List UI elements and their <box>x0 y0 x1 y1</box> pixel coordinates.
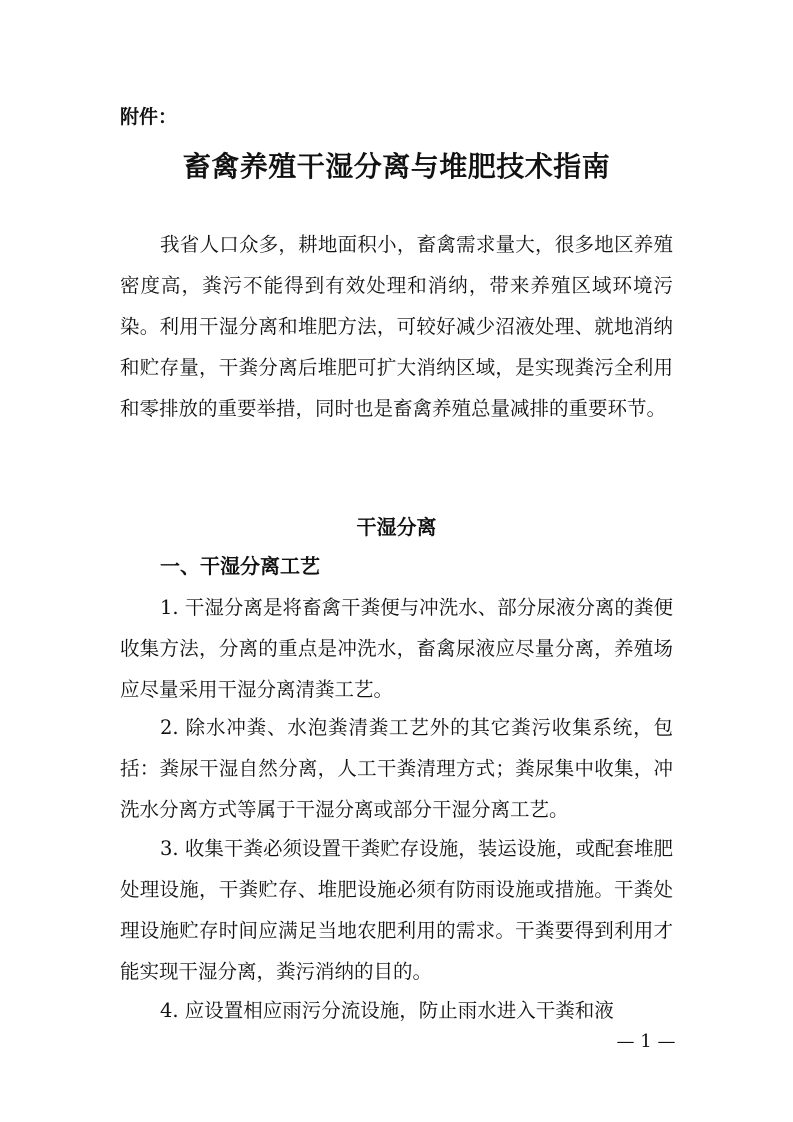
intro-paragraph: 我省人口众多，耕地面积小，畜禽需求量大，很多地区养殖密度高，粪污不能得到有效处理和消纳，带来养殖区域环境污染。利用干湿分离和堆肥方法，可较好减少沼液处理、就地消纳和贮存量，干粪分离后堆肥可扩大消纳区域，是实现粪污全利用和零排放的重要举措，同时也是畜禽养殖总量减排的重要环节。 <box>120 233 673 420</box>
section-heading: 干湿分离 <box>356 515 437 539</box>
document-title: 畜禽养殖干湿分离与堆肥技术指南 <box>182 150 611 183</box>
attachment-label: 附件： <box>120 106 178 128</box>
paragraph-item: 3. 收集干粪必须设置干粪贮存设施，装运设施，或配套堆肥处理设施，干粪贮存、堆肥设施必须有防雨设施或措施。干粪处理设施贮存时间应满足当地农肥利用的需求。干粪要得到利用才能实现干湿分离，粪污消纳的目的。 <box>120 837 673 983</box>
page-number: — 1 — <box>616 1031 676 1052</box>
sub-heading: 一、干湿分离工艺 <box>160 554 320 578</box>
paragraph-item: 2. 除水冲粪、水泡粪清粪工艺外的其它粪污收集系统，包括：粪尿干湿自然分离，人工干粪清理方式；粪尿集中收集，冲洗水分离方式等属于干湿分离或部分干湿分离工艺。 <box>120 716 673 821</box>
paragraph-item: 4. 应设置相应雨污分流设施，防止雨水进入干粪和液 <box>160 999 614 1022</box>
paragraph-item: 1. 干湿分离是将畜禽干粪便与冲洗水、部分尿液分离的粪便收集方法，分离的重点是冲洗水，畜禽尿液应尽量分离，养殖场应尽量采用干湿分离清粪工艺。 <box>120 596 673 701</box>
